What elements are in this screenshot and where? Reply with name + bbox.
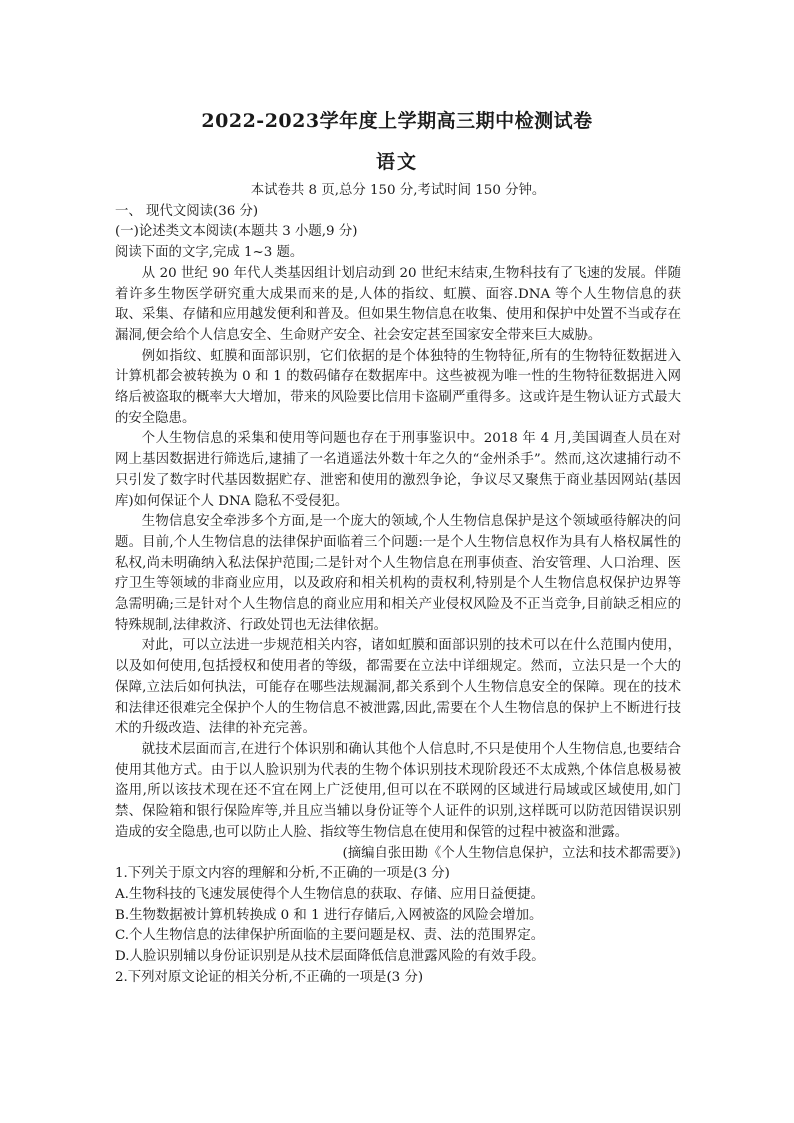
passage-paragraph-3: 个人生物信息的采集和使用等问题也存在于刑事鉴识中。2018 年 4 月,美国调查人员在对网上基因数据进行筛选后,逮捕了一名逍遥法外数十年之久的“金州杀手”。然而,这次逮捕行动不只引发了数字时代基因数据贮存、泄密和使用的激烈争论，争议尽又聚焦于商业基因网站(基因库)如何保证个人 DNA 隐私不受侵犯。 bbox=[115, 431, 681, 509]
passage-paragraph-5: 对此，可以立法进一步规范相关内容，诸如虹膜和面部识别的技术可以在什么范围内使用，以及如何使用,包括授权和使用者的等级，都需要在立法中详细规定。然而，立法只是一个大的保障,立法后如何执法，可能存在哪些法规漏洞,都关系到个人生物信息安全的保障。现在的技术和法律还很难完全保护个人的生物信息不被泄露,因此,需要在个人生物信息的保护上不断进行技术的升级改造、法律的补充完善。 bbox=[115, 638, 681, 737]
question-1-option-d: D.人脸识别辅以身份证识别是从技术层面降低信息泄露风险的有效手段。 bbox=[115, 949, 545, 965]
passage-paragraph-2: 例如指纹、虹膜和面部识别，它们依据的是个体独特的生物特征,所有的生物特征数据进入计算机都会被转换为 0 和 1 的数码储存在数据库中。这些被视为唯一性的生物特征数据进入网络后被盗取的概率大大增加，带来的风险要比信用卡盗刷严重得多。这或许是生物认证方式最大的安全隐患。 bbox=[115, 348, 681, 426]
passage-paragraph-6: 就技术层面而言,在进行个体识别和确认其他个人信息时,不只是使用个人生物信息,也要结合使用其他方式。由于以人脸识别为代表的生物个体识别技术现阶段还不太成熟,个体信息极易被盗用,所以该技术现在还不宜在网上广泛使用,但可以在不联网的区域进行局域或区域使用,如门禁、保险箱和银行保险库等,并且应当辅以身份证等个人证件的识别,这样既可以防范因错误识别造成的安全隐患,也可以防止人脸、指纹等生物信息在使用和保管的过程中被盗和泄露。 bbox=[115, 741, 681, 840]
question-2-stem: 2.下列对原文论证的相关分析,不正确的一项是(3 分) bbox=[115, 969, 424, 985]
section-heading: 一、 现代文阅读(36 分) bbox=[115, 203, 259, 219]
exam-info: 本试卷共 8 页,总分 150 分,考试时间 150 分钟。 bbox=[250, 183, 546, 198]
passage-paragraph-1: 从 20 世纪 90 年代人类基因组计划启动到 20 世纪末结束,生物科技有了飞速的发展。伴随着许多生物医学研究重大成果而来的是,人体的指纹、虹膜、面容.DNA 等个人生物信息的获取、采集、存储和应用越发便利和普及。但如果生物信息在收集、使用和保护中处置不当或存在漏洞,便会给个人信息安全、生命财产安全、社会安定甚至国家安全带来巨大威胁。 bbox=[115, 265, 681, 343]
subsection-heading: (一)论述类文本阅读(本题共 3 小题,9 分) bbox=[115, 224, 358, 240]
page-title: 2022-2023学年度上学期高三期中检测试卷 bbox=[201, 110, 593, 132]
subject-title: 语文 bbox=[375, 151, 418, 173]
reading-instruction: 阅读下面的文字,完成 1~3 题。 bbox=[115, 245, 304, 261]
question-1-stem: 1.下列关于原文内容的理解和分析,不正确的一项是(3 分) bbox=[115, 866, 450, 882]
question-1-option-c: C.个人生物信息的法律保护所面临的主要问题是权、责、法的范围界定。 bbox=[115, 928, 545, 944]
passage-paragraph-4: 生物信息安全牵涉多个方面,是一个庞大的领域,个人生物信息保护是这个领域亟待解决的问题。目前,个人生物信息的法律保护面临着三个问题:一是个人生物信息权作为具有人格权属性的私权,尚未明确纳入私法保护范围;二是针对个人生物信息在刑事侦查、治安管理、人口治理、医疗卫生等领域的非商业应用，以及政府和相关机构的责权利,特别是个人生物信息权保护边界等急需明确;三是针对个人生物信息的商业应用和相关产业侵权风险及不正当竞争,目前缺乏相应的特殊规制,法律救济、行政处罚也无法律依据。 bbox=[115, 514, 681, 633]
question-1-option-b: B.生物数据被计算机转换成 0 和 1 进行存储后,入网被盗的风险会增加。 bbox=[115, 907, 543, 923]
exam-content bbox=[115, 181, 681, 988]
source-citation: (摘编自张田勘《个人生物信息保护，立法和技术都需要》) bbox=[342, 845, 681, 861]
question-1-option-a: A.生物科技的飞速发展使得个人生物信息的获取、存储、应用日益便捷。 bbox=[115, 886, 545, 902]
